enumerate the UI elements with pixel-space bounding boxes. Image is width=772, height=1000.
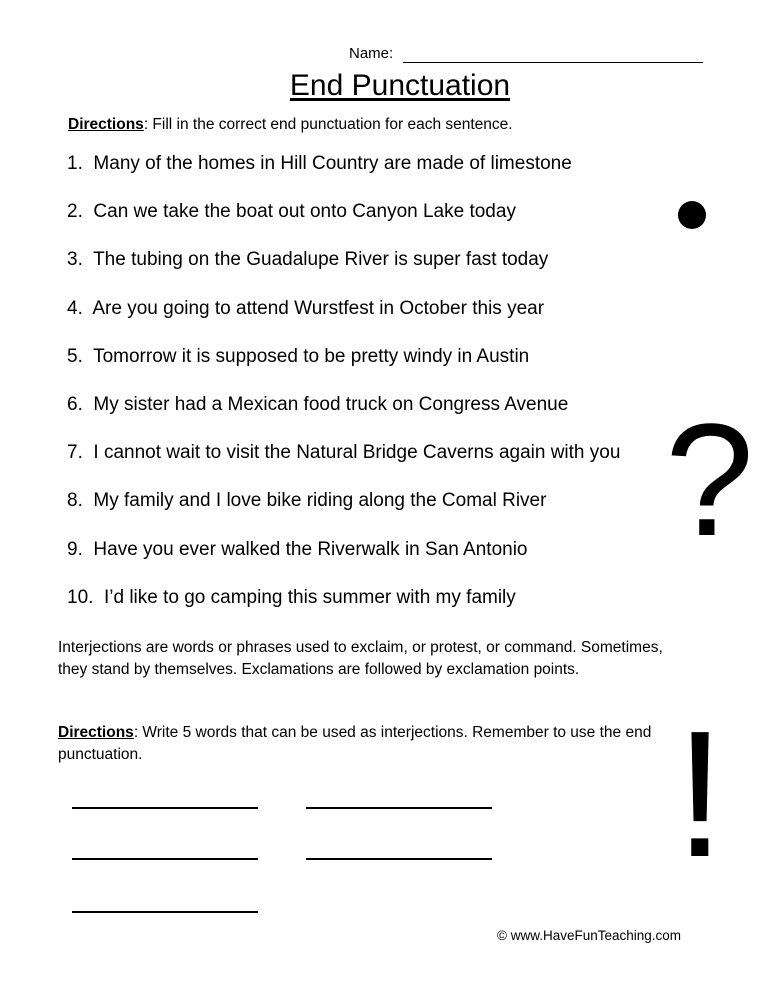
directions-text: : Fill in the correct end punctuation for each sentence.	[143, 116, 513, 133]
sentence-number: 8.	[67, 490, 83, 512]
sentence-number: 5.	[67, 345, 83, 367]
answer-blank-4[interactable]	[306, 858, 492, 860]
sentence-item	[67, 587, 620, 635]
sentence-item	[67, 442, 620, 490]
sentence-text: Many of the homes in Hill Country are made of limestone	[93, 153, 572, 174]
name-label: Name:	[349, 45, 394, 62]
sentence-text: My sister had a Mexican food truck on Congress Avenue	[93, 393, 569, 415]
directions-label: Directions	[68, 116, 144, 133]
sentence-number: 10.	[67, 586, 94, 608]
answer-blank-3[interactable]	[72, 858, 258, 860]
sentence-text: The tubing on the Guadalupe River is super fast today	[93, 249, 549, 271]
sentence-number: 9.	[67, 538, 83, 560]
sentence-item	[67, 539, 620, 587]
sentence-number: 6.	[67, 393, 83, 415]
sentence-item	[67, 394, 620, 442]
directions-label: Directions	[58, 724, 134, 741]
sentence-item	[67, 346, 620, 394]
sentence-item	[67, 249, 620, 297]
sentence-text: I’d like to go camping this summer with my family	[103, 586, 516, 608]
sentence-number: 4.	[67, 297, 83, 319]
sentence-text: Tomorrow it is supposed to be pretty windy in Austin	[93, 345, 530, 367]
directions-2	[58, 722, 668, 766]
directions-text: : Write 5 words that can be used as interjections. Remember to use the end punctuation.	[58, 724, 652, 763]
sentence-text: Have you ever walked the Riverwalk in San Antonio	[93, 538, 528, 560]
sentence-number: 3.	[67, 249, 83, 271]
sentence-number: 7.	[67, 442, 83, 464]
copyright-footer: © www.HaveFunTeaching.com	[497, 928, 682, 943]
answer-blank-5[interactable]	[72, 911, 258, 913]
sentence-item	[67, 490, 620, 538]
answer-blank-2[interactable]	[306, 807, 492, 809]
answer-blank-1[interactable]	[72, 807, 258, 809]
question-mark-symbol: ?	[665, 390, 754, 569]
period-symbol	[678, 201, 706, 229]
interjections-paragraph: Interjections are words or phrases used to exclaim, or protest, or command. Sometimes, they stand by themselves. Exclamations are followed by exclamation points.	[58, 639, 663, 678]
page-title: End Punctuation	[289, 69, 511, 102]
sentence-text: Can we take the boat out onto Canyon Lake today	[93, 201, 516, 223]
directions-1	[68, 116, 513, 134]
sentence-item	[67, 153, 620, 201]
sentence-list	[67, 153, 620, 635]
sentence-item	[67, 298, 620, 346]
name-field[interactable]	[403, 62, 703, 63]
sentence-number: 2.	[67, 201, 83, 223]
sentence-text: My family and I love bike riding along the Comal River	[93, 490, 547, 512]
sentence-item	[67, 201, 620, 249]
sentence-text: I cannot wait to visit the Natural Bridge Caverns again with you	[93, 442, 621, 464]
sentence-number: 1.	[67, 153, 83, 174]
exclamation-mark-symbol: !	[675, 694, 726, 895]
sentence-text: Are you going to attend Wurstfest in October this year	[92, 297, 545, 319]
